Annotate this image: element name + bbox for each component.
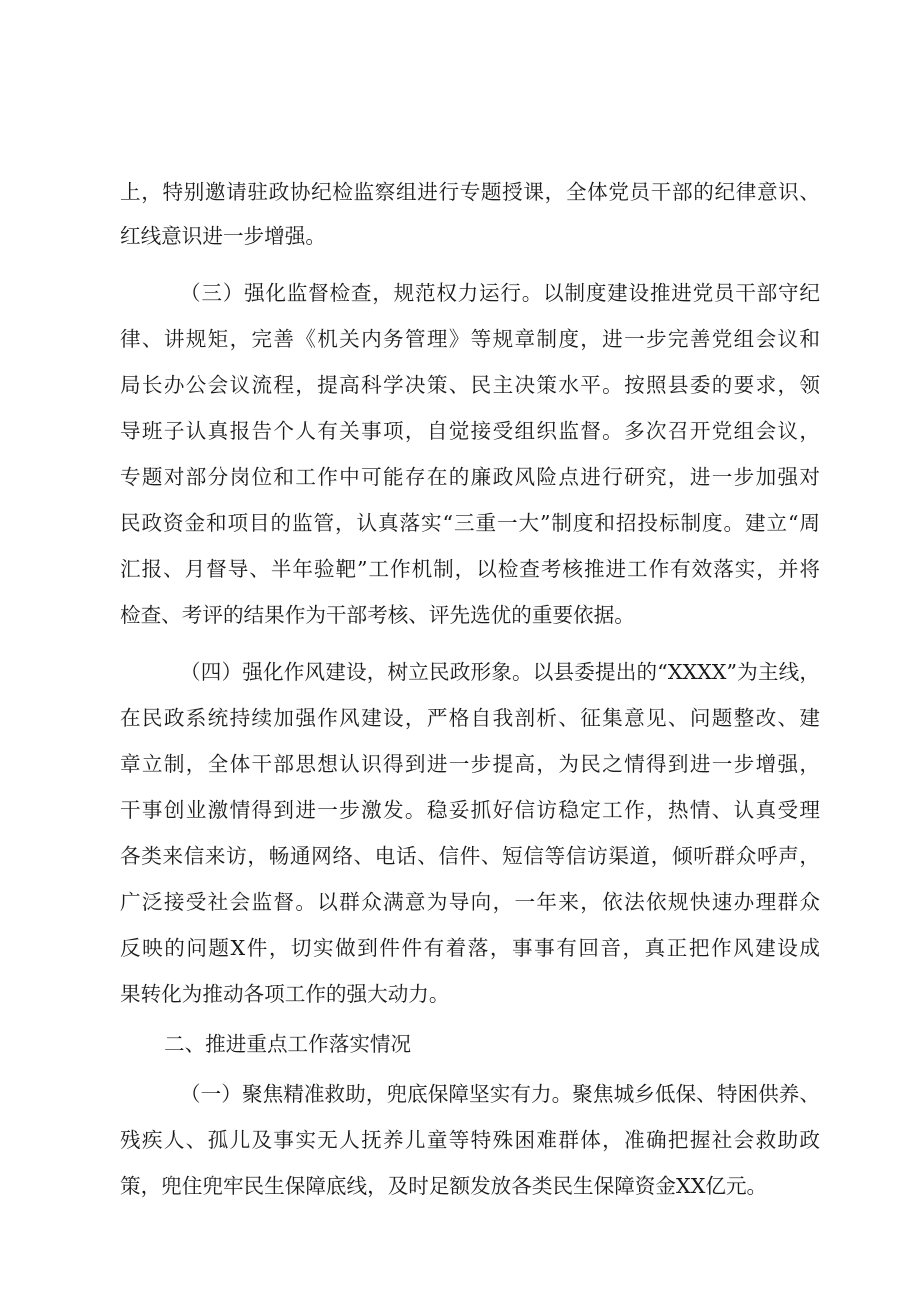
paragraph-line: 汇报、月督导、半年验靶”工作机制，以检查考核推进工作有效落实，并将 xyxy=(120,557,820,581)
paragraph-line: 红线意识进一步增强。 xyxy=(120,224,326,248)
paragraph-line: 干事创业激情得到进一步激发。稳妥抓好信访稳定工作，热情、认真受理 xyxy=(120,798,820,822)
paragraph-line: 章立制，全体干部思想认识得到进一步提高，为民之情得到进一步增强， xyxy=(120,752,820,776)
paragraph-line: 局长办公会议流程，提高科学决策、民主决策水平。按照县委的要求，领 xyxy=(120,373,820,397)
paragraph-line: 广泛接受社会监督。以群众满意为导向，一年来，依法依规快速办理群众 xyxy=(120,890,820,914)
paragraph-line: 残疾人、孤儿及事实无人抚养儿童等特殊困难群体，准确把握社会救助政 xyxy=(120,1128,820,1152)
paragraph-line: 导班子认真报告个人有关事项，自觉接受组织监督。多次召开党组会议， xyxy=(120,419,820,443)
paragraph-line: 果转化为推动各项工作的强大动力。 xyxy=(120,982,450,1006)
paragraph-line: 民政资金和项目的监管，认真落实“三重一大”制度和招投标制度。建立“周 xyxy=(120,511,820,535)
paragraph-line: 检查、考评的结果作为干部考核、评先选优的重要依据。 xyxy=(120,603,635,627)
paragraph-line: 专题对部分岗位和工作中可能存在的廉政风险点进行研究，进一步加强对 xyxy=(120,465,820,489)
paragraph-line: 律、讲规矩，完善《机关内务管理》等规章制度，进一步完善党组会议和 xyxy=(120,327,820,351)
paragraph-line: 各类来信来访，畅通网络、电话、信件、短信等信访渠道，倾听群众呼声， xyxy=(120,844,820,868)
paragraph-line: 策，兜住兜牢民生保障底线，及时足额发放各类民生保障资金XX亿元。 xyxy=(120,1174,768,1198)
paragraph-line: 在民政系统持续加强作风建设，严格自我剖析、征集意见、问题整改、建 xyxy=(120,706,820,730)
paragraph-line: 反映的问题X件，切实做到件件有着落，事事有回音，真正把作风建设成 xyxy=(120,936,820,960)
paragraph-line: 上，特别邀请驻政协纪检监察组进行专题授课，全体党员干部的纪律意识、 xyxy=(120,180,820,204)
section-heading-line: （一）聚焦精准救助，兜底保障坚实有力。聚焦城乡低保、特困供养、 xyxy=(180,1082,820,1106)
section-heading-line: （四）强化作风建设，树立民政形象。以县委提出的“XXXX”为主线， xyxy=(180,660,820,684)
section-heading-line: （三）强化监督检查，规范权力运行。以制度建设推进党员干部守纪 xyxy=(180,281,820,305)
chapter-heading: 二、推进重点工作落实情况 xyxy=(164,1032,412,1056)
